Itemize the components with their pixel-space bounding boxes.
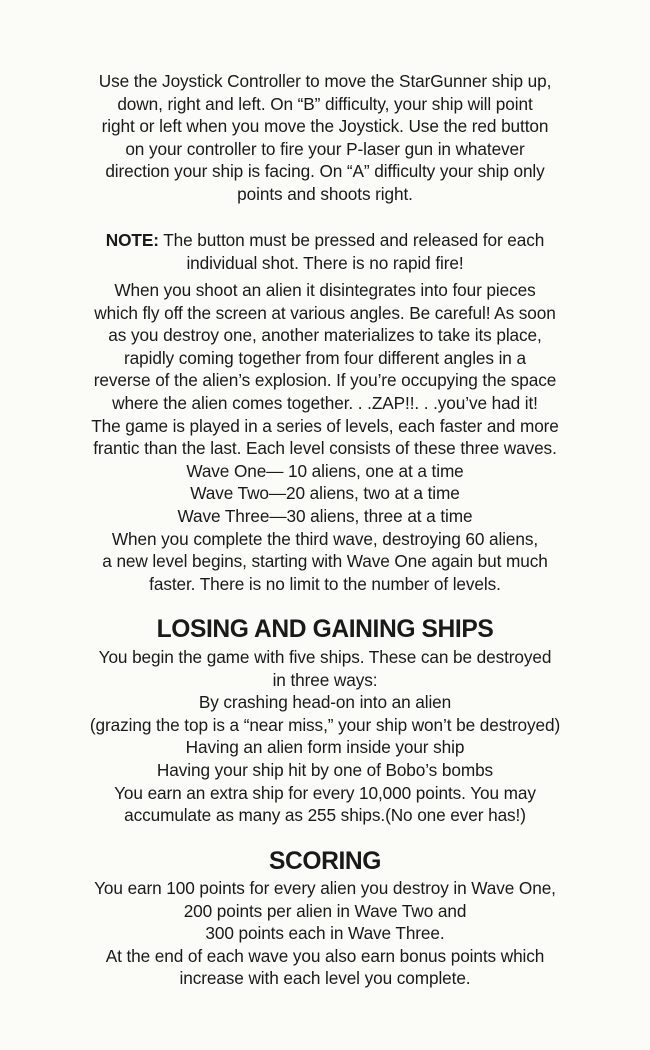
text-line: individual shot. There is no rapid fire!	[186, 252, 464, 273]
text-line: which fly off the screen at various angles. Be careful! As soon	[94, 302, 556, 323]
text-line: down, right and left. On “B” difficulty, your ship will point	[117, 93, 533, 114]
text-line: accumulate as many as 255 ships.(No one ever has!)	[124, 805, 526, 826]
text-line: Having your ship hit by one of Bobo’s bombs	[156, 759, 494, 780]
text-line: (grazing the top is a “near miss,” your ship won’t be destroyed)	[89, 714, 561, 735]
text-line: When you complete the third wave, destroying 60 aliens,	[111, 528, 539, 549]
text-line: frantic than the last. Each level consists of these three waves.	[93, 438, 557, 459]
text-line: When you shoot an alien it disintegrates into four pieces	[114, 280, 536, 300]
section-heading: LOSING AND GAINING SHIPS	[156, 616, 494, 643]
text-line: a new level begins, starting with Wave One again but much	[102, 551, 548, 572]
text-line: You begin the game with five ships. These can be destroyed	[98, 647, 552, 667]
text-line: right or left when you move the Joystick. Use the red button	[101, 116, 549, 137]
text-line: 300 points each in Wave Three.	[205, 923, 445, 944]
wave-line: Wave Three—30 aliens, three at a time	[177, 505, 473, 526]
text-line: At the end of each wave you also earn bonus points which	[105, 945, 545, 966]
losing-ships-paragraph	[0, 646, 650, 827]
text-line: reverse of the alien’s explosion. If you’re occupying the space	[93, 370, 557, 391]
text-line: 200 points per alien in Wave Two and	[183, 900, 467, 921]
text-line: direction your ship is facing. On “A” difficulty your ship only	[105, 161, 545, 182]
text-line: Having an alien form inside your ship	[185, 737, 465, 758]
text-line: increase with each level you complete.	[179, 968, 471, 989]
text-line: as you destroy one, another materializes to take its place,	[108, 325, 542, 346]
aliens-paragraph	[0, 279, 650, 595]
text-line: faster. There is no limit to the number of levels.	[149, 573, 501, 594]
text-line: rapidly coming together from four different angles in a	[124, 347, 526, 368]
wave-line: Wave One— 10 aliens, one at a time	[186, 460, 464, 481]
note-text: The button must be pressed and released for each	[158, 230, 545, 250]
text-line: where the alien comes together. . .ZAP!!. . .you’ve had it!	[112, 392, 538, 413]
text-line: You earn 100 points for every alien you destroy in Wave One,	[94, 878, 556, 898]
text-line: By crashing head-on into an alien	[198, 692, 452, 713]
text-line: in three ways:	[272, 669, 378, 690]
note-paragraph	[0, 229, 650, 274]
scoring-paragraph	[0, 877, 650, 990]
text-line: You earn an extra ship for every 10,000 points. You may	[114, 782, 536, 803]
text-line	[0, 229, 650, 252]
text-line: Use the Joystick Controller to move the StarGunner ship up,	[98, 71, 552, 91]
section-heading: SCORING	[268, 848, 382, 875]
text-line: points and shoots right.	[237, 183, 413, 204]
scoring-heading	[0, 847, 650, 877]
text-line: on your controller to fire your P-laser gun in whatever	[125, 138, 525, 159]
wave-line: Wave Two—20 aliens, two at a time	[190, 483, 460, 504]
text-line: The game is played in a series of levels, each faster and more	[91, 415, 559, 436]
losing-ships-heading	[0, 615, 650, 645]
note-label: NOTE:	[105, 230, 159, 250]
controls-paragraph	[0, 70, 650, 206]
